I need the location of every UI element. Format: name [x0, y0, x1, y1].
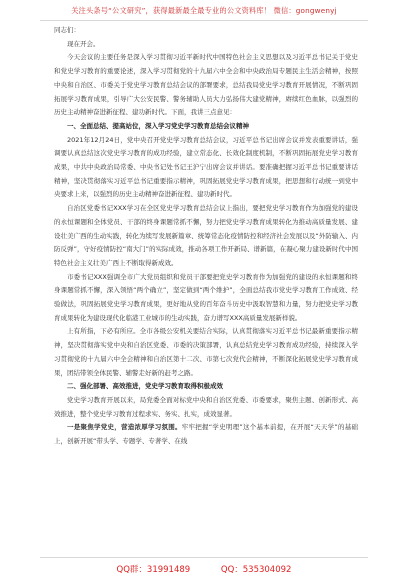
paragraph-1a: 2021年12月24日，党中央召开党史学习教育总结会议，习近平总书记出席会议并发表重要讲话，强调要认真总结这次党史学习教育的成功经验，建立常态化、长效化制度机制，不断巩固拓展党史学习教育成果，中共中央政治局常委、中央书记处书记王沪宁出席会议并讲话。要准确把握习近平总书记重要讲话精神，坚决贯彻落实习近平总书记重要指示精神，巩固拓展党史学习教育成果，把思想和行动统一到党中央要求上来，以强烈的历史主动精神奋进新征程、建功新时代。	[54, 135, 358, 199]
footer-divider	[40, 557, 368, 558]
intro-paragraph: 今天会议的主要任务是深入学习贯彻习近平新时代中国特色社会主义思想以及习近平总书记关于党史和党史学习教育的重要论述，深入学习贯彻党的十九届六中全会和中央政治局专题民主生活会精神，按照中央和自治区、市委关于党史学习教育总结会议的部署要求，总结我局党史学习教育开展情况，不断巩固拓展学习教育成果，引导广大公安民警、警务辅助人员大力弘扬伟大建党精神，赓续红色血脉，以强烈的历史主动精神奋进新征程、建功新时代。下面，我讲三点意见：	[54, 53, 358, 117]
promo-banner: 关注头条号“公文研究”，获得最新最全最专业的公文资料库！ 微信：gongwenyj	[71, 6, 337, 15]
paragraph-2b	[54, 421, 358, 448]
paragraph-1c: 市委书记XXX强调全市广大党员组织和党员干部要把党史学习教育作为加强党的建设的永恒课题和终身课题常抓不懈，深入领悟“两个确立”，坚定做到“两个维护”，全面总结我市党史学习教育工作成效、经验做法，巩固拓展党史学习教育成果，更好地从党的百年奋斗历史中汲取智慧和力量，努力把党史学习教育成果转化为建设现代化临港工业城市的生动实践，奋力谱写XXX高质量发展新样貌。	[54, 272, 358, 322]
opening-line: 现在开会。	[67, 39, 100, 48]
paragraph-2b-text: 牢牢把握“学史明理”这个基本前提，在开展“天天学”的基础上，创新开展“带头学、专题学、专著学、在线	[54, 423, 358, 446]
paragraph-2b-lead: 一是聚焦学党史，营造浓厚学习氛围。	[67, 423, 182, 432]
footer-contact	[0, 563, 408, 575]
footer-qq-group: QQ群：31991489	[116, 565, 191, 575]
footer-qq: QQ：535304092	[220, 565, 292, 575]
paragraph-1d: 上有所指，下必有所应。全市各级公安机关要结合实际，认真贯彻落实习近平总书记最新重要指示精神，坚决贯彻落实党中央和自治区党委、市委的决策部署，认真总结党史学习教育成功经验，持续深入学习贯彻党的十九届六中全会精神和自治区第十二次、市第七次党代会精神，不断深化拓展党史学习教育成果，团结带领全体民警、辅警走好新的赶考之路。	[54, 327, 358, 377]
paragraph-1b: 自治区党委书记XXX学习在全区党史学习教育总结会议上指出，要把党史学习教育作为加强党的建设的永恒课题和全体党员、干部的终身课题常抓不懈，努力把党史学习教育成果转化为推动高质量发展、建设壮美广西的生动实践，转化为续写发展新篇章、统筹常态化疫情防控和经济社会发展以及“外防输入、内防反弹”，守好疫情防控“南大门”的实际成效，推动各项工作开新局、谱新篇，在凝心聚力建设新时代中国特色社会主义壮美广西上不断取得新成效。	[54, 204, 358, 267]
document-body	[54, 24, 358, 449]
paragraph-2a: 党史学习教育开展以来，局党委全面对标党中央和自治区党委、市委要求，聚焦主题、创新形式、高效推进，整个党史学习教育过程求实、务实、扎实，成效显著。	[54, 395, 358, 418]
greeting: 同志们：	[54, 26, 80, 34]
header-divider	[40, 20, 368, 21]
section-heading-1: 一、全面总结、提高站位，深入学习党史学习教育总结会议精神	[67, 121, 249, 130]
section-heading-2: 二、强化部署、高效推进，党史学习教育取得积极成效	[67, 382, 223, 391]
